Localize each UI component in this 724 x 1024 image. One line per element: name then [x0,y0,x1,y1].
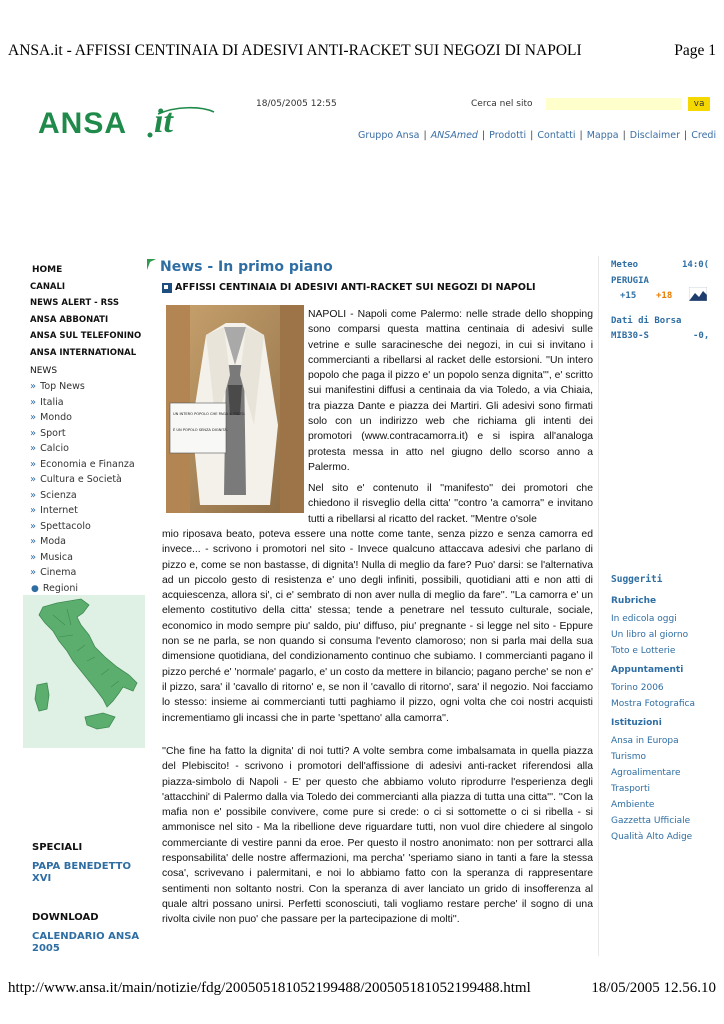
link-ansa-in-europa[interactable]: Ansa in Europa [611,736,679,746]
istituzioni-header: Istituzioni [611,718,662,728]
link-torino-2006[interactable]: Torino 2006 [611,683,664,693]
speciali-papa-link[interactable]: PAPA BENEDETTO XVI [32,861,131,884]
nav-separator: | [579,130,583,141]
news-item-cinema[interactable]: » Cinema [30,567,77,578]
news-item-cultura[interactable]: » Cultura e Società [30,474,122,485]
download-calendario-link[interactable]: CALENDARIO ANSA 2005 [32,931,140,954]
article-headline: AFFISSI CENTINAIA DI ADESIVI ANTI-RACKET SUI NEGOZI DI NAPOLI [175,282,536,293]
chevron-right-icon: » [30,396,37,408]
nav-gruppo-ansa[interactable]: Gruppo Ansa [358,130,420,141]
chevron-right-icon: » [30,489,37,501]
news-item-moda[interactable]: » Moda [30,536,66,547]
chevron-right-icon: » [30,536,37,547]
leftnav-ansa-telefonino[interactable]: ANSA SUL TELEFONINO [30,331,142,341]
leftnav-ansa-international[interactable]: ANSA INTERNATIONAL [30,347,137,358]
news-item-spettacolo[interactable]: » Spettacolo [30,520,91,532]
news-item-top-news[interactable]: » Top News [30,381,85,392]
bullet-icon: ● [31,583,39,594]
search-go-button[interactable]: va [688,97,710,111]
news-item-scienza[interactable]: » Scienza [30,489,77,501]
nav-separator: | [622,130,626,141]
nav-separator: | [481,130,486,141]
temp-min: +15 [620,291,637,301]
link-qualita-alto-adige[interactable]: Qualità Alto Adige [611,832,693,842]
search-label: Cerca nel sito [471,99,533,109]
link-ambiente[interactable]: Ambiente [611,800,655,810]
leftnav-news-alert-rss[interactable]: NEWS ALERT - RSS [30,298,119,308]
link-in-edicola-oggi[interactable]: In edicola oggi [611,614,677,624]
header-date: 18/05/2005 12:55 [256,99,337,109]
mib30-label[interactable]: MIB30-S [611,331,649,341]
italy-regions-map[interactable] [23,595,145,748]
chevron-right-icon: » [30,474,37,485]
news-header: NEWS [30,366,58,376]
news-item-calcio[interactable]: » Calcio [30,443,69,454]
link-trasporti[interactable]: Trasporti [611,784,651,794]
search-input[interactable] [546,98,682,110]
news-item-internet[interactable]: » Internet [30,505,78,516]
meteo-label[interactable]: Meteo [611,260,639,270]
leftnav-home[interactable]: HOME [32,265,63,275]
chevron-right-icon: » [30,551,37,563]
chevron-right-icon: » [30,567,37,578]
news-item-mondo[interactable]: » Mondo [30,412,72,423]
borsa-label[interactable]: Dati di Borsa [611,316,682,326]
print-footer-url: http://www.ansa.it/main/notizie/fdg/200505181052199488/200505181052199488.html [8,980,531,996]
news-item-regioni[interactable]: ● Regioni [31,582,79,594]
article-paragraph-3: ''Che fine ha fatto la dignita' di noi tutti? A volte sembra come imbalsamata in quella piazza del Plebiscito! - scrivono i promotori dell'affissione di adesivi anti-racket riferendosi alla piazza-simbolo di Napoli - E' per questo che abbiamo voluto riprodurre l'esperienza degli 'attacchini' di Palermo dalla via Toledo dei commercianti alla piazza di tutta una citta'''. ''Con la mafia non e' possibile convivere, come pure si crede: o ci si sottomette o ci si ribella - si ammonisce nel sito - Ma la ribellione deve riguardare tutti, non vuol dire chiedere al singolo commerciante di vestire panni da eroe. Per questo il nostro anonimato: non per sottrarci alla responsabilita' delle nostre affermazioni, ma percha' 'speriamo siano in tanti a fare la stessa cosa', scrivevano i palermitani, e noi lo abbiamo fatto con la speranza di rappresentare sentimenti non soltanto nostri. Con la speranza di aver lanciato un grido di insofferenza al quale altri possano unirsi. Perfetti sconosciuti, tali vogliamo restare perche' il sogno di una rivolta civile non puo' che passare per la partecipazione di molti''. [162,746,593,926]
article-bullet-icon [162,283,172,293]
section-flag-icon [146,258,157,270]
chevron-right-icon: » [30,458,37,470]
link-mostra-fotografica[interactable]: Mostra Fotografica [611,699,696,709]
print-header-title: ANSA.it - AFFISSI CENTINAIA DI ADESIVI ANTI-RACKET SUI NEGOZI DI NAPOLI [8,42,582,59]
news-item-economia[interactable]: » Economia e Finanza [30,458,135,470]
mib30-value: -0, [693,331,710,341]
left-navigation [30,262,152,596]
speciali-header: SPECIALI [32,842,83,853]
nav-crediti[interactable]: Credi [691,130,717,141]
nav-separator: | [530,130,534,141]
rubriche-header: Rubriche [611,596,657,606]
weather-icon [689,287,707,301]
link-un-libro-al-giorno[interactable]: Un libro al giorno [611,630,689,640]
print-page-number: Page 1 [674,42,716,59]
news-item-sport[interactable]: » Sport [30,427,66,439]
meteo-city[interactable]: PERUGIA [611,276,649,286]
top-navigation [358,130,716,141]
nav-mappa[interactable]: Mappa [586,130,619,141]
meteo-time: 14:0( [682,260,710,270]
article-photo [166,305,304,513]
nav-separator: | [684,130,688,141]
link-agroalimentare[interactable]: Agroalimentare [611,768,681,778]
news-item-musica[interactable]: » Musica [30,551,73,563]
column-divider [598,256,599,956]
appuntamenti-header: Appuntamenti [611,665,684,675]
link-toto-lotterie[interactable]: Toto e Lotterie [611,646,676,656]
suggeriti-header: Suggeriti [611,574,663,585]
photo-sign-text-2: È UN POPOLO SENZA DIGNITÀ. [173,428,228,432]
photo-sign-text-1: UN INTERO POPOLO CHE PAGA IL PIZZO. [173,412,246,416]
leftnav-ansa-abbonati[interactable]: ANSA ABBONATI [30,314,109,325]
chevron-right-icon: » [30,381,37,392]
logo-ansa-text: ANSA [38,107,128,140]
article-paragraph-1: NAPOLI - Napoli come Palermo: nelle strade dello shopping sono comparsi questa mattina centinaia di adesivi sulle vetrine e sulle saracinesche dei negozi, in cui si invitano i commercianti a ribellarsi al racket delle estorsioni. ''Un intero popolo che paga il pizzo e' un popolo senza dignita''', e' scritto sui manifestini diffusi a centinaia da via Toledo, a via Chiaia, tra piazza Dante e piazza dei Martiri. Gli adesivi sono firmati solo con un indirizzo web che richiama gli intenti dei promotori (www.contracamorra.it) e si ispira all'analoga protesta messa in atto nel giugno dello scorso anno a Palermo. [308,309,593,473]
article-paragraph-2-cont: mio riposava beato, poteva essere una notte come tante, senza pizzo e senza camorra ed invece... - scrivono i promotori nel sito - Invece qualcuno attaccava adesivi che parlano di pizzo e, come se non bastasse, di dignita'! Nulla di meglio da fare? Puo' darsi: se l'alternativa ad un piccolo gesto di resistenza e' uno degli infiniti, possibili, quotidiani atti e non atti di acquiescenza, allora si', ci e' sembrato di non aver nulla di meglio da fare''. ''La camorra e' un elemento costitutivo della citta' stessa; tende a penetrare nel tessuto culturale, sociale, economico in modo sempre piu' saldo, piu' diffuso, piu' pregnante - si legge nel sito - Eppure non se ne parla, se non quando si consuma l'evento clamoroso; non si parla mai della sua dimensione quotidiana, del condizionamento continuo che subiamo. I commercianti pagano il pizzo perché e' 'normale' pagarlo, e' un costo da mettere in bilancio; pagano perche' se non e' il pizzo, sara' il 'cavallo di ritorno' e, se non il 'cavallo di ritorno', sara' il negozio. Noi facciamo lo stesso: insieme ai commercianti tutti paghiamo il pizzo, ogni volta che coi nostri acquisti incrementiamo gli incassi che in parte 'spettano' alla camorra''. [162,529,593,724]
link-turismo[interactable]: Turismo [611,752,646,762]
chevron-right-icon: » [30,520,37,532]
nav-prodotti[interactable]: Prodotti [489,130,527,141]
chevron-right-icon: » [30,412,37,423]
chevron-right-icon: » [30,505,37,516]
nav-disclaimer[interactable]: Disclaimer [629,130,681,141]
temp-max: +18 [656,291,673,301]
logo-it-text: it [154,103,173,140]
chevron-right-icon: » [30,443,37,454]
news-item-italia[interactable]: » Italia [30,396,64,408]
ansa-logo[interactable] [36,102,216,142]
article-paragraph-2-start: Nel sito e' contenuto il ''manifesto'' dei promotori che chiedono il risveglio della citta' ''contro 'a camorra'' e invitano tutti a ribellarsi al ricatto del racket. ''Mentre o'sole [308,483,593,525]
nav-ansamed[interactable]: ANSAmed [430,130,478,141]
nav-separator: | [423,130,427,141]
chevron-right-icon: » [30,427,37,439]
nav-contatti[interactable]: Contatti [537,130,576,141]
leftnav-canali[interactable]: CANALI [30,281,66,292]
link-gazzetta-ufficiale[interactable]: Gazzetta Ufficiale [611,816,691,826]
print-footer-date: 18/05/2005 12.56.10 [591,980,716,996]
download-header: DOWNLOAD [32,912,99,923]
section-title: News - In primo piano [160,259,333,275]
